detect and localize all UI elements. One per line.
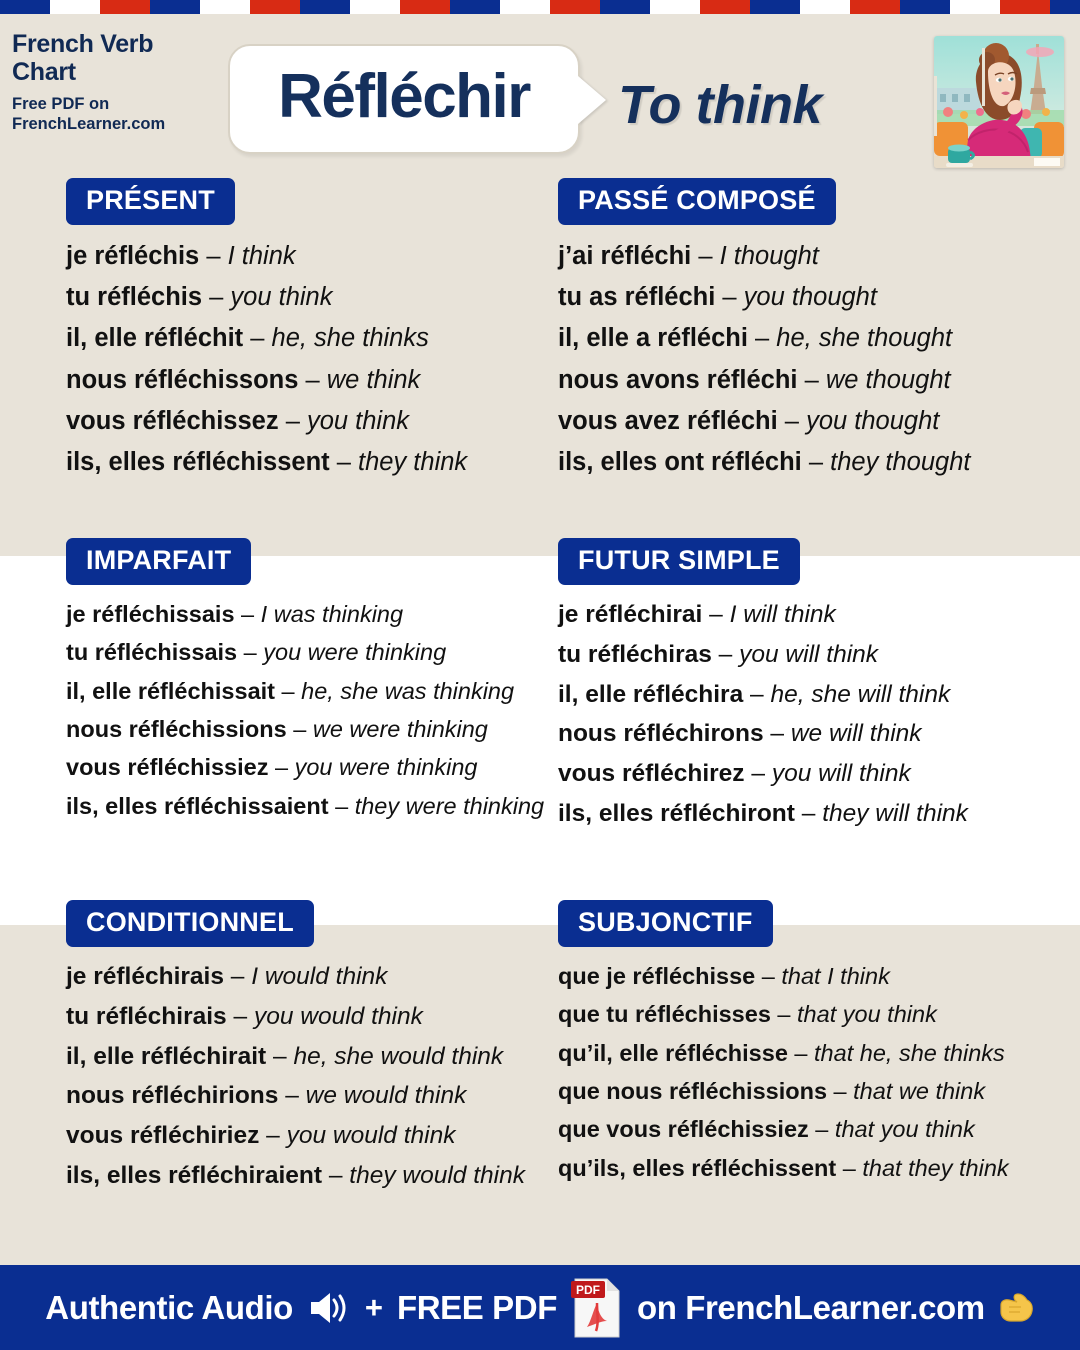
conjugation-separator: – (278, 406, 307, 435)
conjugation-english: you think (230, 283, 333, 312)
conjugation-row (66, 238, 467, 274)
conjugation-row (66, 1079, 525, 1114)
conjugation-french: ils, elles réfléchissaient (66, 792, 329, 819)
conjugation-row (66, 444, 467, 480)
conjugation-row (558, 757, 968, 792)
conjugation-english: they were thinking (354, 792, 545, 819)
conjugation-row (66, 320, 467, 356)
french-flag-stripe (0, 0, 1080, 14)
badge-arrow-icon (578, 76, 606, 124)
conjugation-separator: – (755, 963, 782, 989)
conjugation-list (558, 238, 971, 480)
tense-label: PASSÉ COMPOSÉ (558, 178, 836, 225)
conjugation-english: we thought (825, 365, 951, 394)
conjugation-french: nous réfléchirons (558, 720, 764, 748)
conjugation-french: ils, elles ont réfléchi (558, 448, 802, 477)
conjugation-row (558, 598, 968, 633)
conjugation-separator: – (328, 792, 355, 819)
conjugation-french: nous avons réfléchi (558, 365, 798, 394)
conjugation-french: que nous réfléchissions (558, 1078, 828, 1105)
conjugation-english: he, she would think (293, 1042, 504, 1070)
conjugation-separator: – (266, 1042, 294, 1070)
flag-stripe-segment (1000, 0, 1050, 14)
conjugation-french: qu’ils, elles réfléchissent (558, 1154, 837, 1181)
flag-stripe-segment (350, 0, 400, 14)
conjugation-french: vous réfléchiriez (66, 1122, 260, 1150)
tense-block-pass-compos- (558, 178, 971, 485)
tense-block-subjonctif (558, 900, 1009, 1190)
conjugation-row (558, 998, 1009, 1031)
conjugation-french: il, elle réfléchira (558, 680, 744, 708)
conjugation-separator: – (794, 799, 823, 827)
tense-block-conditionnel (66, 900, 525, 1199)
conjugation-row (558, 1152, 1009, 1185)
pointing-hand-icon (999, 1291, 1035, 1325)
flag-stripe-segment (750, 0, 800, 14)
verb-meaning: To think (618, 75, 822, 135)
conjugation-row (558, 638, 968, 673)
conjugation-row (66, 1000, 525, 1035)
conjugation-english: you thought (806, 406, 940, 435)
conjugation-row (66, 960, 525, 995)
conjugation-row (558, 1075, 1009, 1108)
flag-stripe-segment (950, 0, 1000, 14)
conjugation-row (558, 279, 971, 315)
conjugation-separator: – (743, 680, 771, 708)
conjugation-separator: – (808, 1116, 835, 1143)
brand-title: French Verb Chart (12, 30, 154, 86)
conjugation-separator: – (237, 639, 264, 666)
conjugation-french: il, elle réfléchissait (66, 677, 275, 704)
tense-label: SUBJONCTIF (558, 900, 773, 947)
conjugation-separator: – (226, 1002, 254, 1030)
svg-text:PDF: PDF (575, 1282, 600, 1297)
conjugation-row (66, 675, 544, 708)
conjugation-french: nous réfléchissions (66, 716, 287, 743)
conjugation-french: nous réfléchirions (66, 1082, 279, 1110)
conjugation-list (558, 598, 968, 832)
flag-stripe-segment (800, 0, 850, 14)
conjugation-french: que tu réfléchisses (558, 1001, 771, 1028)
conjugation-english: he, she thought (776, 324, 953, 353)
conjugation-english: you would think (253, 1002, 423, 1030)
conjugation-row (558, 797, 968, 832)
conjugation-french: tu réfléchirais (66, 1002, 227, 1030)
conjugation-english: they thought (830, 448, 971, 477)
conjugation-french: il, elle a réfléchi (558, 324, 748, 353)
conjugation-english: that I think (781, 963, 890, 989)
conjugation-separator: – (275, 677, 302, 704)
tense-block-pr-sent (66, 178, 467, 485)
conjugation-french: il, elle réfléchirait (66, 1042, 267, 1070)
conjugation-row (558, 238, 971, 274)
brand-subtitle: Free PDF on FrenchLearner.com (12, 95, 166, 133)
conjugation-row (558, 403, 971, 439)
conjugation-english: he, she will think (770, 680, 951, 708)
footer-cta-bar[interactable] (0, 1265, 1080, 1350)
flag-stripe-segment (200, 0, 250, 14)
conjugation-english: we would think (305, 1082, 467, 1110)
conjugation-list (66, 960, 525, 1194)
conjugation-english: you would think (286, 1122, 456, 1150)
conjugation-row (66, 598, 544, 631)
conjugation-row (558, 1113, 1009, 1146)
conjugation-french: que je réfléchisse (558, 963, 756, 989)
flag-stripe-segment (50, 0, 100, 14)
conjugation-french: tu réfléchissais (66, 639, 238, 666)
flag-stripe-segment (600, 0, 650, 14)
conjugation-french: je réfléchis (66, 242, 200, 270)
footer-pdf-label: FREE PDF (396, 1288, 557, 1326)
flag-stripe-segment (700, 0, 750, 14)
conjugation-row (66, 279, 467, 315)
conjugation-row (66, 403, 467, 439)
conjugation-french: tu réfléchiras (558, 640, 712, 668)
conjugation-list (558, 960, 1009, 1185)
verb-badge (228, 44, 580, 154)
conjugation-row (66, 713, 544, 746)
conjugation-row (66, 1040, 525, 1075)
conjugation-english: he, she thinks (271, 324, 429, 353)
conjugation-english: they think (358, 448, 468, 477)
header (0, 14, 1080, 172)
conjugation-french: nous réfléchissons (66, 365, 299, 394)
conjugation-separator: – (234, 601, 261, 627)
conjugation-french: vous réfléchissiez (66, 754, 269, 781)
conjugation-french: ils, elles réfléchiront (558, 799, 795, 827)
flag-stripe-segment (400, 0, 450, 14)
conjugation-english: you were thinking (263, 639, 447, 666)
conjugation-separator: – (278, 1082, 306, 1110)
conjugation-english: I thought (719, 242, 819, 270)
conjugation-french: tu réfléchis (66, 283, 203, 312)
conjugation-row (66, 1119, 525, 1154)
conjugation-english: he, she was thinking (301, 677, 515, 704)
conjugation-english: we will think (790, 720, 922, 748)
conjugation-french: qu’il, elle réfléchisse (558, 1039, 788, 1066)
conjugation-separator: – (298, 365, 327, 394)
conjugation-separator: – (763, 720, 791, 748)
tense-block-imparfait (66, 538, 544, 828)
flag-stripe-segment (500, 0, 550, 14)
conjugation-separator: – (286, 716, 313, 743)
conjugation-french: vous réfléchirez (558, 760, 745, 788)
conjugation-separator: – (797, 365, 826, 394)
conjugation-french: tu as réfléchi (558, 283, 716, 312)
conjugation-english: we were thinking (312, 716, 488, 743)
conjugation-separator: – (202, 283, 231, 312)
flag-stripe-segment (850, 0, 900, 14)
flag-stripe-segment (100, 0, 150, 14)
conjugation-separator: – (223, 963, 252, 990)
conjugation-english: you thought (743, 283, 877, 312)
conjugation-english: you were thinking (294, 754, 478, 781)
conjugation-english: they would think (349, 1161, 525, 1189)
conjugation-separator: – (243, 324, 272, 353)
illustration-thinking-woman (934, 36, 1064, 168)
conjugation-row (558, 320, 971, 356)
conjugation-row (558, 678, 968, 713)
conjugation-row (66, 362, 467, 398)
conjugation-english: I will think (729, 601, 836, 628)
verb-title: Réfléchir (278, 62, 530, 131)
conjugation-french: je réfléchirai (558, 601, 703, 628)
conjugation-english: you will think (771, 760, 911, 788)
conjugation-french: je réfléchissais (66, 601, 235, 627)
conjugation-row (66, 751, 544, 784)
conjugation-english: we think (326, 365, 421, 394)
conjugation-french: je réfléchirais (66, 963, 224, 990)
conjugation-separator: – (744, 760, 772, 788)
conjugation-english: that we think (853, 1078, 986, 1105)
flag-stripe-segment (1050, 0, 1080, 14)
conjugation-french: que vous réfléchissiez (558, 1116, 809, 1143)
conjugation-english: you think (306, 406, 410, 435)
conjugation-separator: – (747, 324, 777, 353)
conjugation-row (558, 960, 1009, 993)
conjugation-row (558, 717, 968, 752)
tense-label: PRÉSENT (66, 178, 235, 225)
conjugation-separator: – (787, 1039, 815, 1066)
conjugation-list (66, 598, 544, 823)
conjugation-english: that they think (862, 1154, 1009, 1181)
conjugation-separator: – (711, 640, 740, 668)
flag-stripe-segment (0, 0, 50, 14)
tense-label: FUTUR SIMPLE (558, 538, 800, 585)
flag-stripe-segment (650, 0, 700, 14)
flag-stripe-segment (900, 0, 950, 14)
pdf-file-icon (571, 1277, 623, 1339)
conjugation-french: ils, elles réfléchiraient (66, 1161, 323, 1189)
conjugation-row (558, 362, 971, 398)
flag-stripe-segment (250, 0, 300, 14)
conjugation-row (66, 636, 544, 669)
flag-stripe-segment (150, 0, 200, 14)
conjugation-english: I would think (251, 963, 388, 990)
conjugation-separator: – (329, 448, 359, 477)
brand-block (12, 30, 217, 135)
conjugation-english: that he, she thinks (814, 1039, 1005, 1066)
conjugation-french: vous réfléchissez (66, 406, 279, 435)
footer-plus-sign: + (364, 1289, 383, 1325)
conjugation-separator: – (702, 601, 730, 628)
conjugation-row (66, 1159, 525, 1194)
conjugation-french: ils, elles réfléchissent (66, 448, 330, 477)
conjugation-separator: – (801, 448, 831, 477)
conjugation-row (558, 1037, 1009, 1070)
conjugation-english: I was thinking (260, 601, 404, 627)
tense-block-futur-simple (558, 538, 968, 837)
flag-stripe-segment (450, 0, 500, 14)
conjugation-separator: – (777, 406, 807, 435)
conjugation-separator: – (259, 1122, 287, 1150)
tense-label: IMPARFAIT (66, 538, 251, 585)
conjugation-english: that you think (797, 1001, 937, 1028)
conjugation-separator: – (268, 754, 295, 781)
footer-site-label: on FrenchLearner.com (636, 1288, 985, 1326)
conjugation-separator: – (322, 1161, 350, 1189)
conjugation-french: il, elle réfléchit (66, 324, 244, 353)
conjugation-french: j’ai réfléchi (558, 242, 692, 270)
conjugation-english: that you think (834, 1116, 975, 1143)
conjugation-separator: – (199, 242, 228, 270)
speaker-icon (307, 1289, 351, 1327)
footer-audio-label: Authentic Audio (45, 1288, 293, 1326)
conjugation-row (66, 790, 544, 823)
conjugation-list (66, 238, 467, 480)
conjugation-separator: – (770, 1001, 798, 1028)
flag-stripe-segment (300, 0, 350, 14)
flag-stripe-segment (550, 0, 600, 14)
conjugation-separator: – (715, 283, 744, 312)
conjugation-separator: – (691, 242, 720, 270)
conjugation-separator: – (827, 1078, 854, 1105)
conjugation-separator: – (836, 1154, 863, 1181)
conjugation-english: I think (227, 242, 296, 270)
conjugation-row (558, 444, 971, 480)
conjugation-french: vous avez réfléchi (558, 406, 778, 435)
conjugation-english: you will think (739, 640, 879, 668)
conjugation-english: they will think (822, 799, 968, 827)
tense-label: CONDITIONNEL (66, 900, 314, 947)
